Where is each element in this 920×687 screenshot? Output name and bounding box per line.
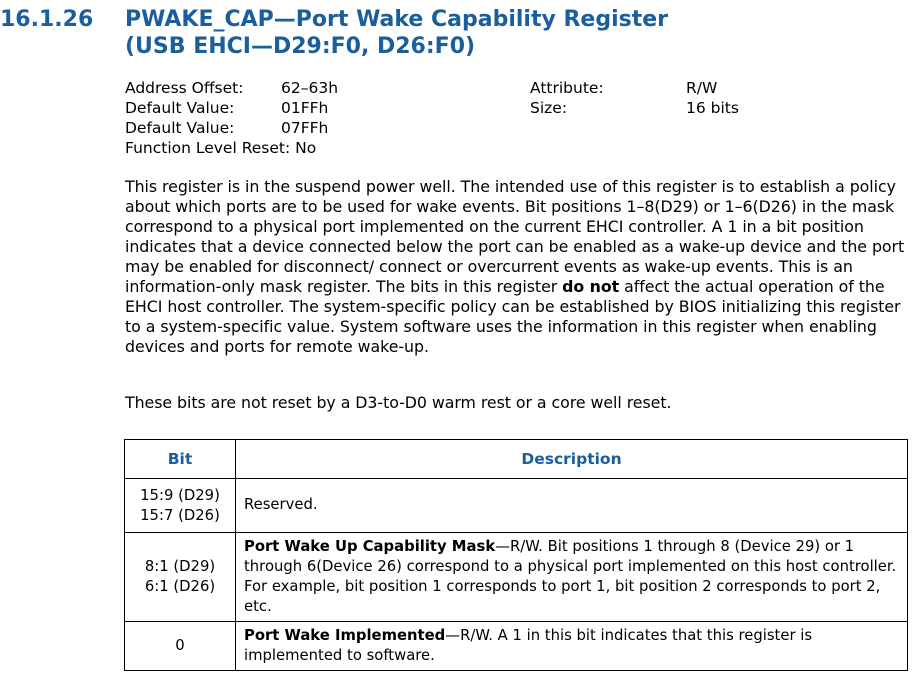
header-bit: Bit: [125, 440, 236, 479]
section-number: 16.1.26: [0, 7, 94, 32]
bit-description-table: [124, 439, 908, 671]
header-description: Description: [236, 440, 908, 479]
bit-range: 15:7 (D26): [140, 506, 220, 524]
register-title-line1: PWAKE_CAP—Port Wake Capability Register: [125, 7, 669, 32]
function-level-reset: Function Level Reset: No: [125, 139, 317, 157]
size-value: 16 bits: [686, 99, 739, 117]
field-name: Port Wake Implemented: [244, 626, 446, 644]
bit-cell: [125, 533, 236, 622]
default-value-label: Default Value:: [125, 119, 235, 137]
bit-cell: [125, 622, 236, 671]
bit-range: 8:1 (D29): [144, 558, 216, 575]
description-paragraph: [125, 177, 910, 357]
bit-range: 6:1 (D26): [144, 578, 216, 595]
address-offset-label: Address Offset:: [125, 79, 244, 97]
size-label: Size:: [530, 99, 568, 117]
description-cell: [236, 533, 908, 622]
register-title-line2: (USB EHCI—D29:F0, D26:F0): [125, 34, 476, 59]
table-row: [125, 533, 908, 622]
bit-range: 15:9 (D29): [140, 486, 220, 504]
bit-range: 0: [175, 637, 185, 654]
attribute-label: Attribute:: [530, 79, 604, 97]
bit-cell: [125, 479, 236, 533]
table-header-row: [125, 440, 908, 479]
reset-note: These bits are not reset by a D3-to-D0 warm rest or a core well reset.: [125, 393, 672, 412]
table-row: [125, 622, 908, 671]
description-text: This register is in the suspend power well. The intended use of this register is to establish a policy about which ports are to be used for wake events. Bit positions 1–8(D29) or 1–6(D26) in the mask correspond to a physical port implemented on the current EHCI controller. A 1 in a bit position indicates that a device connected below the port can be enabled as a wake-up device and the port may be enabled for disconnect/ connect or overcurrent events as wake-up events. This is an information-only mask register. The bits in this register: [125, 177, 905, 296]
default-value: 07FFh: [281, 119, 329, 137]
register-meta-left: [125, 78, 339, 158]
address-offset-value: 62–63h: [281, 79, 339, 97]
attribute-value: R/W: [686, 79, 718, 97]
field-description: —R/W. A 1 in this bit indicates that this register is implemented to software.: [244, 626, 813, 664]
field-description: —R/W. Bit positions 1 through 8 (Device 29) or 1 through 6(Device 26) correspond to a physical port implemented on this host controller. For example, bit position 1 corresponds to port 1, bit position 2 corresponds to port 2, etc.: [244, 537, 897, 615]
description-text: affect the actual operation of the EHCI host controller. The system-specific policy can be established by BIOS initializing this register to a system-specific value. System software uses the information in this register when enabling devices and ports for remote wake-up.: [125, 277, 901, 356]
table-row: [125, 479, 908, 533]
default-value-label: Default Value:: [125, 99, 235, 117]
description-emphasis: do not: [562, 277, 620, 296]
field-description: Reserved.: [244, 496, 318, 513]
default-value: 01FFh: [281, 99, 329, 117]
description-cell: [236, 479, 908, 533]
register-title: [125, 6, 668, 60]
description-cell: [236, 622, 908, 671]
field-name: Port Wake Up Capability Mask: [244, 537, 496, 555]
